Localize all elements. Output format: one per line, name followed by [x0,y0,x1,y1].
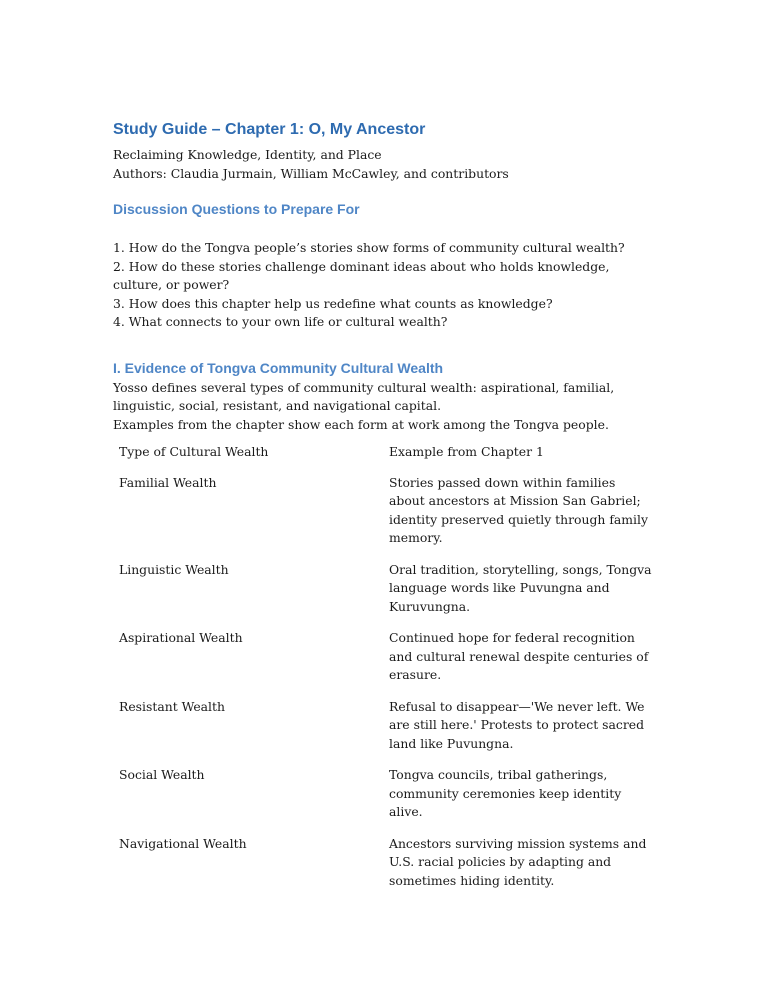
table-cell-example: Continued hope for federal recognition and cultural renewal despite centuries of erasure. [389,630,649,682]
table-cell-type: Navigational Wealth [119,835,247,851]
table-row [113,629,653,698]
discussion-heading: Discussion Questions to Prepare For [113,201,360,217]
table-cell-example: Stories passed down within families about ancestors at Mission San Gabriel; identity preserved quietly through family memory. [389,474,648,545]
table-row [113,698,653,767]
document-page [113,118,653,903]
table-cell-example: Refusal to disappear—'We never left. We are still here.' Protests to protect sacred land like Puvungna. [389,698,645,751]
section1-intro-paragraph: Yosso defines several types of community cultural wealth: aspirational, familial, linguistic, social, resistant, and navigational capital. [113,379,615,413]
table-row [113,835,653,904]
table-cell-example: Ancestors surviving mission systems and U.S. racial policies by adapting and sometimes hiding identity. [389,835,647,888]
section1-intro-paragraph: Examples from the chapter show each form at work among the Tongva people. [113,416,609,432]
table-row [113,766,653,835]
document-title: Study Guide – Chapter 1: O, My Ancestor [113,121,426,138]
discussion-question: 3. How does this chapter help us redefine what counts as knowledge? [113,295,553,311]
cultural-wealth-table [113,443,653,903]
table-row [113,474,653,561]
discussion-question: 4. What connects to your own life or cultural wealth? [113,314,448,329]
document-authors: Authors: Claudia Jurmain, William McCawley, and contributors [113,165,509,181]
section1-intro [113,379,653,435]
table-row [113,561,653,630]
table-header-type: Type of Cultural Wealth [119,444,269,459]
table-cell-example: Oral tradition, storytelling, songs, Tongva language words like Puvungna and Kuruvungna. [389,561,652,614]
section1-heading: I. Evidence of Tongva Community Cultural Wealth [113,359,444,376]
table-header-example: Example from Chapter 1 [389,444,544,459]
table-cell-type: Resistant Wealth [119,698,225,714]
table-cell-type: Social Wealth [119,767,205,782]
table-cell-type: Familial Wealth [119,474,217,490]
table-cell-example: Tongva councils, tribal gatherings, community ceremonies keep identity alive. [389,767,622,819]
table-cell-type: Linguistic Wealth [119,561,229,577]
document-subtitle: Reclaiming Knowledge, Identity, and Place [113,147,382,162]
discussion-question-list [113,239,653,332]
table-cell-type: Aspirational Wealth [119,630,243,645]
table-header-row [113,443,653,474]
document-meta [113,146,653,183]
discussion-question: 1. How do the Tongva people’s stories show forms of community cultural wealth? [113,240,625,255]
discussion-question: 2. How do these stories challenge dominant ideas about who holds knowledge, culture, or power? [113,258,610,292]
